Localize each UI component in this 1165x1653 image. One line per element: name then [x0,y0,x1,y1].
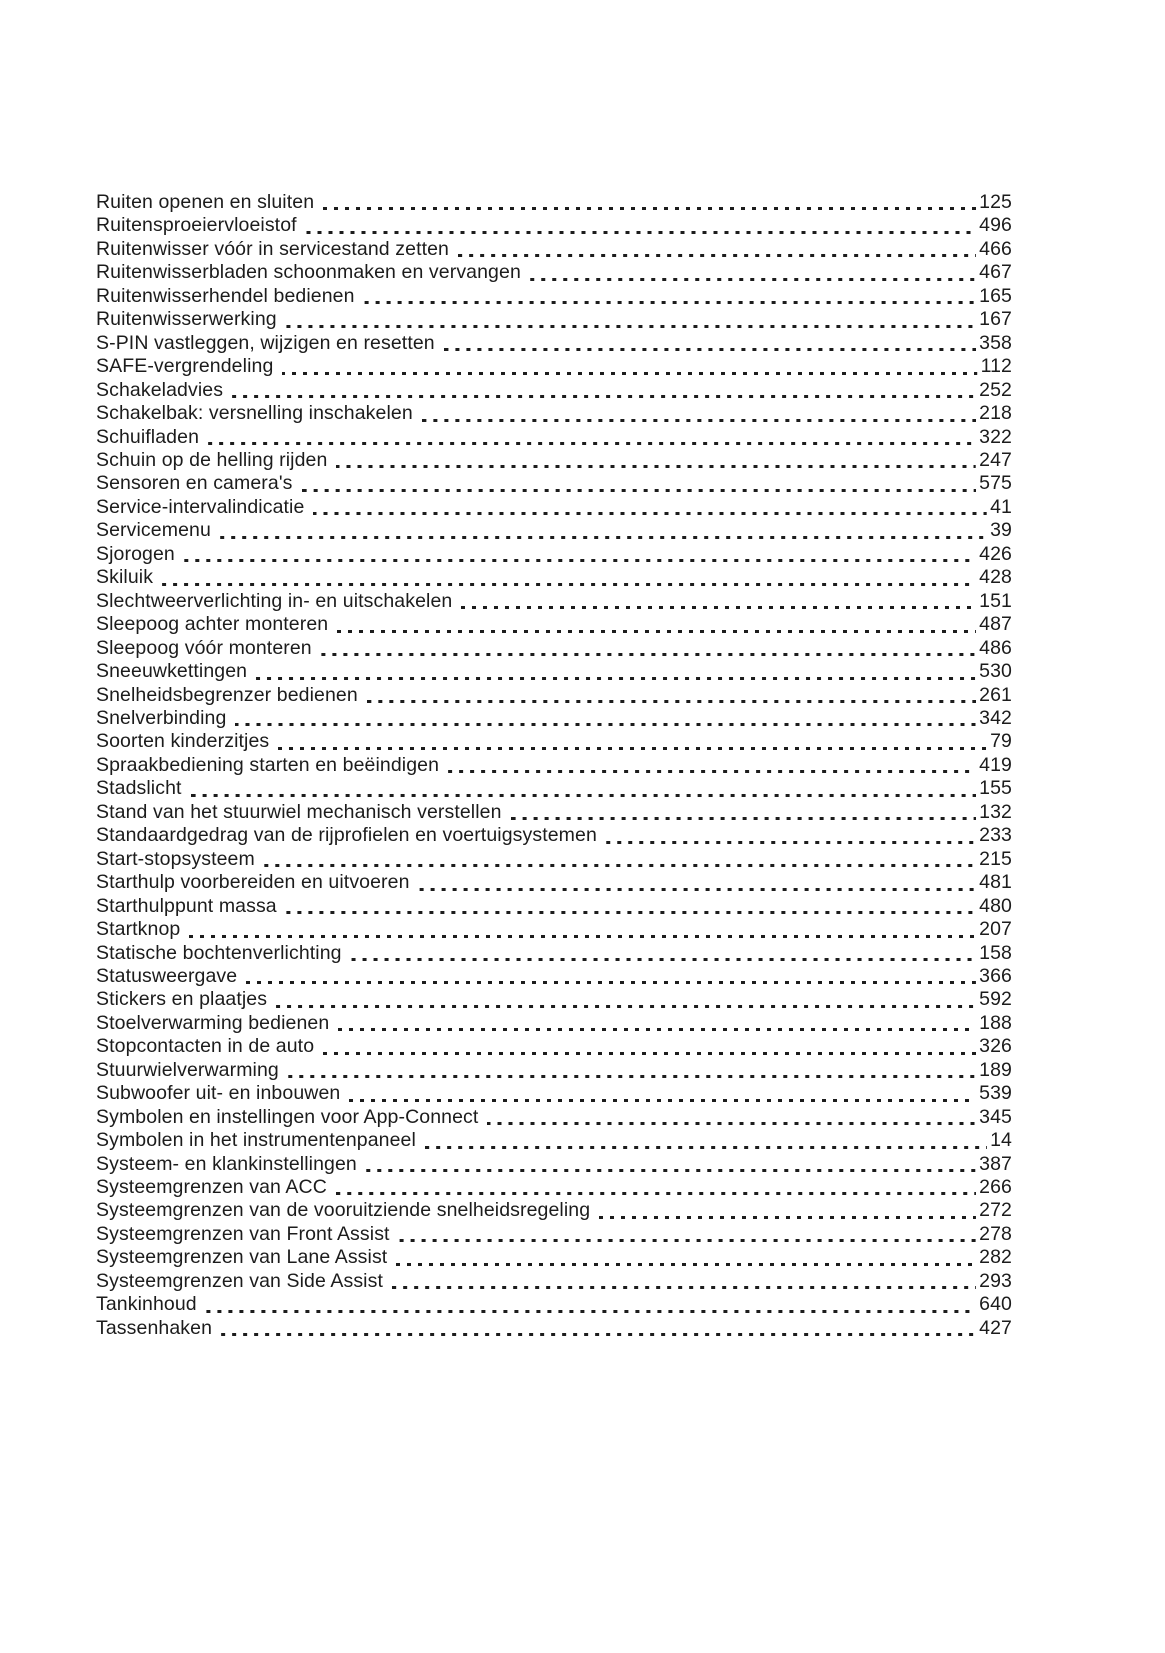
toc-entry-page: 218 [979,402,1012,425]
toc-entry [96,684,1012,707]
toc-entry-title: Ruitenwisser vóór in servicestand zetten [96,237,449,260]
toc-entry [96,191,1012,214]
toc-entry [96,848,1012,871]
dot-leader [530,278,976,281]
toc-entry-title: Symbolen en instellingen voor App-Connect [96,1105,479,1128]
toc-entry-title: Starthulp voorbereiden en uitvoeren [96,871,410,894]
dot-leader [458,254,976,257]
toc-entry-page: 278 [979,1222,1012,1245]
toc-entry-title: Tassenhaken [96,1316,213,1339]
toc-entry-title: Schuifladen [96,425,200,448]
toc-entry [96,1270,1012,1293]
toc-entry-title: Sleepoog achter monteren [96,613,329,636]
dot-leader [487,1122,976,1125]
toc-entry-title: Symbolen in het instrumentenpaneel [96,1129,416,1152]
toc-entry [96,801,1012,824]
dot-leader [191,794,977,797]
toc-entry-page: 112 [980,355,1012,378]
dot-leader [336,465,976,468]
toc-entry [96,426,1012,449]
dot-leader [337,630,976,633]
toc-entry-title: Sjorogen [96,542,175,565]
toc-entry-page: 467 [979,261,1012,284]
toc-entry-title: Ruitensproeiervloeistof [96,214,297,237]
toc-entry-page: 326 [979,1035,1012,1058]
toc-entry-page: 466 [979,237,1012,260]
dot-leader [276,1005,976,1008]
toc-entry-page: 592 [979,988,1012,1011]
toc-entry-page: 487 [979,613,1012,636]
toc-entry-page: 427 [979,1316,1012,1339]
dot-leader [425,1146,987,1149]
toc-entry [96,355,1012,378]
toc-entry-title: Schuin op de helling rijden [96,448,328,471]
toc-entry-title: Stickers en plaatjes [96,988,268,1011]
dot-leader [235,723,976,726]
toc-entry-title: Systeem- en klankinstellingen [96,1152,357,1175]
toc-entry [96,1223,1012,1246]
toc-entry-title: Spraakbediening starten en beëindigen [96,753,440,776]
toc-entry-title: Statische bochtenverlichting [96,941,342,964]
toc-entry-page: 496 [979,214,1012,237]
toc-entry-title: Ruitenwisserwerking [96,308,277,331]
toc-index-list [96,191,1012,1340]
dot-leader [246,981,976,984]
dot-leader [278,747,987,750]
toc-entry-page: 358 [979,331,1012,354]
toc-entry-title: Schakelbak: versnelling inschakelen [96,402,413,425]
toc-entry-title: Snelheidsbegrenzer bedienen [96,683,358,706]
toc-entry-title: S-PIN vastleggen, wijzigen en resetten [96,331,435,354]
toc-entry-title: Schakeladvies [96,378,224,401]
dot-leader [367,700,976,703]
toc-entry-title: Start-stopsysteem [96,847,255,870]
toc-entry [96,1082,1012,1105]
toc-entry [96,379,1012,402]
toc-entry [96,496,1012,519]
dot-leader [282,372,977,375]
toc-entry [96,660,1012,683]
toc-entry-page: 189 [979,1058,1012,1081]
toc-entry-title: Subwoofer uit- en inbouwen [96,1082,341,1105]
toc-entry-page: 480 [979,894,1012,917]
toc-entry-page: 342 [979,706,1012,729]
toc-entry [96,1199,1012,1222]
toc-entry-page: 41 [990,495,1012,518]
toc-entry-page: 640 [979,1293,1012,1316]
toc-entry-page: 272 [979,1199,1012,1222]
toc-entry-page: 215 [979,847,1012,870]
toc-entry-title: Stand van het stuurwiel mechanisch verstellen [96,800,502,823]
toc-entry [96,519,1012,542]
dot-leader [396,1263,976,1266]
toc-entry-page: 233 [979,824,1012,847]
toc-entry-title: Systeemgrenzen van Front Assist [96,1222,390,1245]
dot-leader [392,1286,976,1289]
toc-entry [96,1059,1012,1082]
dot-leader [162,583,976,586]
toc-entry [96,988,1012,1011]
dot-leader [313,512,987,515]
toc-entry-page: 151 [979,589,1012,612]
toc-entry [96,1246,1012,1269]
dot-leader [208,442,976,445]
dot-leader [232,395,976,398]
dot-leader [189,935,976,938]
toc-entry-page: 207 [979,918,1012,941]
dot-leader [321,653,976,656]
toc-entry [96,1293,1012,1316]
toc-entry [96,214,1012,237]
dot-leader [338,1028,976,1031]
toc-entry-title: Stadslicht [96,777,182,800]
dot-leader [366,1169,976,1172]
toc-entry-title: Ruitenwisserhendel bedienen [96,284,355,307]
toc-entry-page: 39 [990,519,1012,542]
dot-leader [264,864,976,867]
toc-entry-page: 293 [979,1269,1012,1292]
toc-entry-page: 387 [979,1152,1012,1175]
toc-entry-page: 266 [979,1176,1012,1199]
dot-leader [221,1333,976,1336]
toc-entry-page: 252 [979,378,1012,401]
dot-leader [220,536,987,539]
toc-entry [96,308,1012,331]
dot-leader [444,348,976,351]
toc-entry [96,777,1012,800]
toc-entry-title: Starthulppunt massa [96,894,277,917]
toc-entry [96,637,1012,660]
dot-leader [288,1075,976,1078]
toc-entry-title: Soorten kinderzitjes [96,730,270,753]
toc-entry-title: Servicemenu [96,519,211,542]
dot-leader [351,958,977,961]
toc-entry-page: 155 [979,777,1012,800]
dot-leader [286,325,976,328]
toc-entry-page: 188 [979,1011,1012,1034]
toc-entry-title: Service-intervalindicatie [96,495,305,518]
dot-leader [286,911,976,914]
toc-entry [96,965,1012,988]
dot-leader [184,559,976,562]
toc-entry [96,942,1012,965]
toc-entry [96,895,1012,918]
toc-entry [96,566,1012,589]
dot-leader [349,1099,976,1102]
toc-entry-title: SAFE-vergrendeling [96,355,274,378]
toc-entry [96,1012,1012,1035]
dot-leader [206,1310,976,1313]
toc-entry [96,261,1012,284]
toc-entry [96,449,1012,472]
toc-entry [96,824,1012,847]
toc-entry-page: 530 [979,660,1012,683]
toc-entry [96,1129,1012,1152]
toc-entry [96,472,1012,495]
dot-leader [599,1216,976,1219]
toc-entry-title: Sleepoog vóór monteren [96,636,312,659]
toc-entry [96,1317,1012,1340]
dot-leader [448,770,976,773]
toc-entry [96,613,1012,636]
toc-entry [96,754,1012,777]
toc-entry-page: 165 [979,284,1012,307]
dot-leader [606,841,976,844]
toc-entry [96,1176,1012,1199]
toc-entry-title: Sensoren en camera's [96,472,293,495]
toc-entry-page: 345 [979,1105,1012,1128]
toc-entry-title: Startknop [96,918,181,941]
toc-entry-title: Snelverbinding [96,706,227,729]
toc-entry-title: Systeemgrenzen van Lane Assist [96,1246,388,1269]
toc-entry-title: Stuurwielverwarming [96,1058,279,1081]
dot-leader [302,489,977,492]
toc-entry [96,707,1012,730]
toc-entry-title: Stopcontacten in de auto [96,1035,315,1058]
toc-entry-page: 167 [979,308,1012,331]
toc-entry-page: 575 [979,472,1012,495]
toc-entry-page: 79 [990,730,1012,753]
dot-leader [419,888,977,891]
toc-entry-page: 428 [979,566,1012,589]
toc-entry-page: 481 [979,871,1012,894]
toc-entry-title: Sneeuwkettingen [96,660,248,683]
dot-leader [306,231,977,234]
dot-leader [323,207,976,210]
toc-entry-page: 125 [979,191,1012,213]
dot-leader [323,1052,976,1055]
toc-entry-title: Skiluik [96,566,154,589]
toc-entry-title: Systeemgrenzen van ACC [96,1176,327,1199]
toc-entry-title: Systeemgrenzen van Side Assist [96,1269,383,1292]
toc-entry [96,918,1012,941]
toc-entry [96,871,1012,894]
toc-entry-title: Systeemgrenzen van de vooruitziende snelheidsregeling [96,1199,591,1222]
dot-leader [336,1192,976,1195]
toc-entry-page: 247 [979,448,1012,471]
toc-entry-page: 14 [990,1129,1012,1152]
toc-entry-title: Standaardgedrag van de rijprofielen en voertuigsystemen [96,824,597,847]
toc-entry [96,285,1012,308]
toc-entry-title: Ruiten openen en sluiten [96,191,315,213]
toc-entry-page: 282 [979,1246,1012,1269]
toc-entry-title: Slechtweerverlichting in- en uitschakelen [96,589,453,612]
toc-entry-page: 426 [979,542,1012,565]
toc-entry-page: 132 [979,800,1012,823]
toc-entry [96,543,1012,566]
toc-entry [96,1035,1012,1058]
dot-leader [364,301,977,304]
toc-entry [96,332,1012,355]
toc-entry [96,402,1012,425]
dot-leader [461,606,976,609]
toc-entry-page: 322 [979,425,1012,448]
dot-leader [422,419,976,422]
toc-entry [96,590,1012,613]
dot-leader [511,817,977,820]
toc-entry-title: Tankinhoud [96,1293,197,1316]
toc-entry-title: Stoelverwarming bedienen [96,1011,330,1034]
toc-entry [96,238,1012,261]
toc-entry-title: Ruitenwisserbladen schoonmaken en vervangen [96,261,521,284]
toc-entry-page: 419 [979,753,1012,776]
toc-entry-title: Statusweergave [96,964,238,987]
toc-entry-page: 261 [979,683,1012,706]
toc-entry [96,1106,1012,1129]
toc-entry-page: 158 [979,941,1012,964]
toc-entry [96,730,1012,753]
toc-entry-page: 539 [979,1082,1012,1105]
toc-entry-page: 486 [979,636,1012,659]
dot-leader [256,677,976,680]
toc-entry [96,1153,1012,1176]
toc-entry-page: 366 [979,964,1012,987]
dot-leader [399,1239,977,1242]
